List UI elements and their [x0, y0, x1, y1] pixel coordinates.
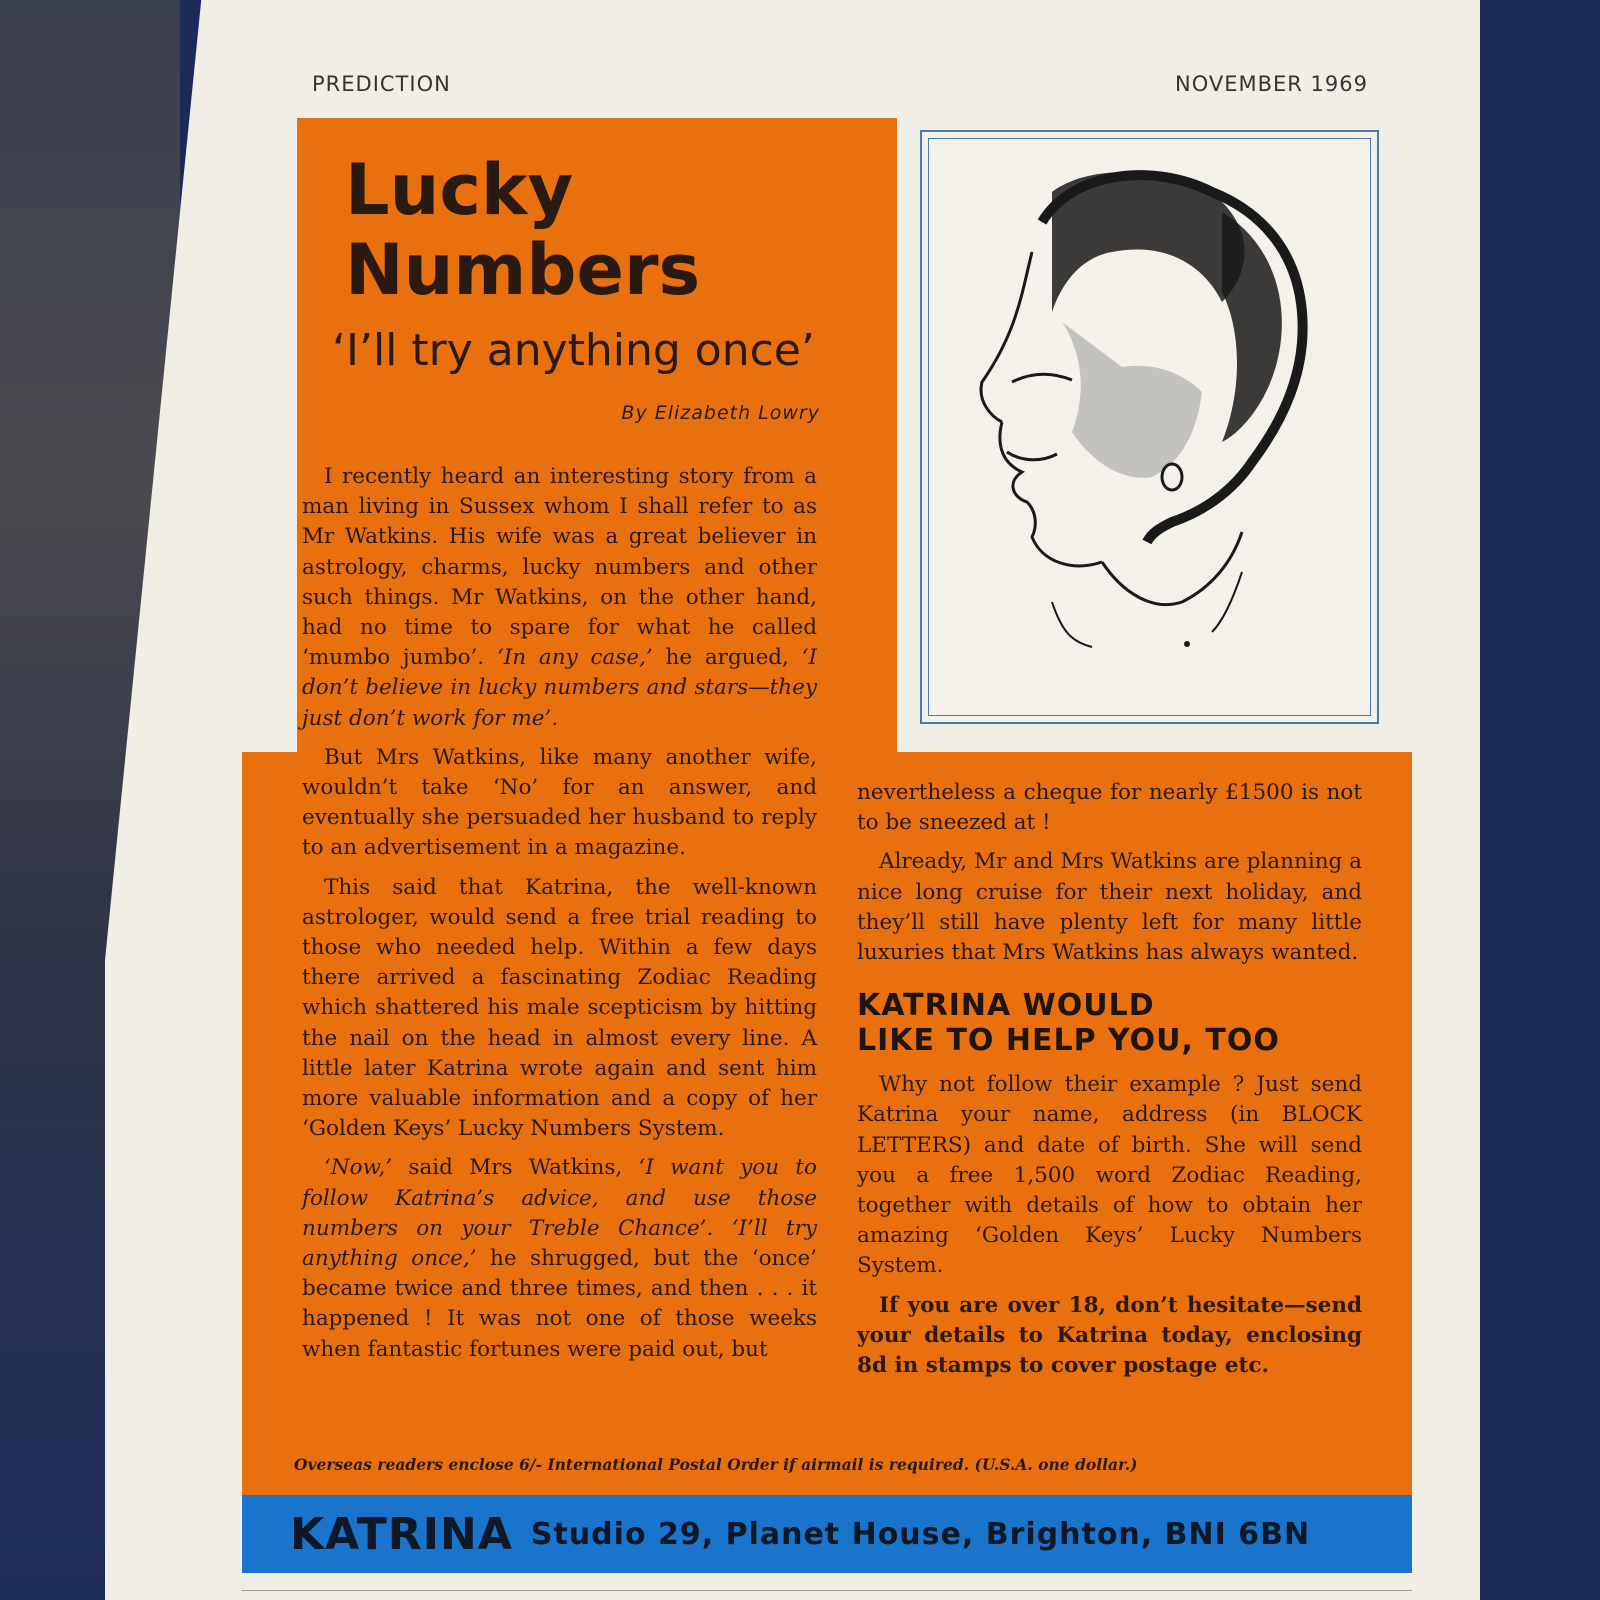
text-run-italic: ‘Now,’	[324, 1155, 393, 1181]
heading-line-2: LIKE TO HELP YOU, TOO	[857, 1023, 1280, 1059]
heading-line-1: KATRINA WOULD	[857, 988, 1155, 1024]
issue-date: NOVEMBER 1969	[1174, 72, 1368, 96]
paragraph: nevertheless a cheque for nearly £1500 is not to be sneezed at !	[857, 780, 1362, 836]
text-run-italic: ‘I want you to follow Katrina’s advice, and use those numbers on your Treble Chance’. ‘I’ll try anything once,’	[302, 1155, 817, 1272]
article-title	[345, 150, 700, 310]
paragraph: But Mrs Watkins, like many another wife, wouldn’t take ‘No’ for an answer, and eventually she persuaded her husband to reply to an advertisement in a magazine.	[302, 744, 817, 861]
column-2	[857, 778, 1362, 1390]
paragraph: Already, Mr and Mrs Watkins are planning a nice long cruise for their next holiday, and they’ll still have plenty left for many little luxuries that Mrs Watkins has always wanted.	[857, 849, 1362, 966]
divider	[242, 1590, 1412, 1591]
text-run: he argued,	[652, 645, 802, 671]
paragraph: This said that Katrina, the well-known astrologer, would send a free trial reading to those who needed help. Within a few days there arrived a fascinating Zodiac Reading which shattered his male scepticism by hitting the nail on the head in almost every line. A little later Katrina wrote again and sent him more valuable information and a copy of her ‘Golden Keys’ Lucky Numbers System.	[302, 874, 817, 1142]
article-subtitle: ‘I’ll try anything once’	[332, 325, 815, 376]
title-line-2: Numbers	[345, 229, 701, 311]
text-run-italic: ‘In any case,’	[496, 645, 653, 671]
column-1	[302, 462, 817, 1374]
footer-name: KATRINA	[290, 1508, 513, 1560]
title-line-1: Lucky	[345, 149, 574, 231]
paragraph	[302, 462, 817, 734]
text-run: he shrugged, but the ‘once’ became twice and three times, and then . . . it happened ! It was not one of those weeks when fantastic fortunes were paid out, but	[302, 1246, 818, 1362]
magazine-name: PREDICTION	[312, 72, 451, 96]
text-run-italic: ‘I don’t believe in lucky numbers and stars—they just don’t work for me’.	[302, 645, 817, 731]
call-to-action: If you are over 18, don’t hesitate—send your details to Katrina today, enclosing 8d in stamps to cover postage etc.	[857, 1292, 1362, 1379]
woman-portrait-icon	[922, 132, 1377, 722]
byline: By Elizabeth Lowry	[621, 402, 820, 424]
overseas-note: Overseas readers enclose 6/- International Postal Order if airmail is required. (U.S.A. one dollar.)	[294, 1455, 1138, 1474]
paragraph	[302, 1153, 817, 1364]
portrait-frame	[920, 130, 1379, 724]
paragraph: Why not follow their example ? Just send Katrina your name, address (in BLOCK LETTERS) and date of birth. She will send you a free 1,500 word Zodiac Reading, together with details of how to obtain her amazing ‘Golden Keys’ Lucky Numbers System.	[857, 1072, 1362, 1279]
address-bar	[242, 1495, 1412, 1573]
section-heading	[857, 988, 1362, 1058]
text-run: I recently heard an interesting story from a man living in Sussex whom I shall refer to as Mr Watkins. His wife was a great believer in astrology, charms, lucky numbers and other such things. Mr Watkins, on the other hand, had no time to spare for what he called ‘mumbo jumbo’.	[302, 464, 817, 671]
footer-address: Studio 29, Planet House, Brighton, BNI 6BN	[530, 1516, 1311, 1552]
text-run: said Mrs Watkins,	[392, 1155, 639, 1181]
